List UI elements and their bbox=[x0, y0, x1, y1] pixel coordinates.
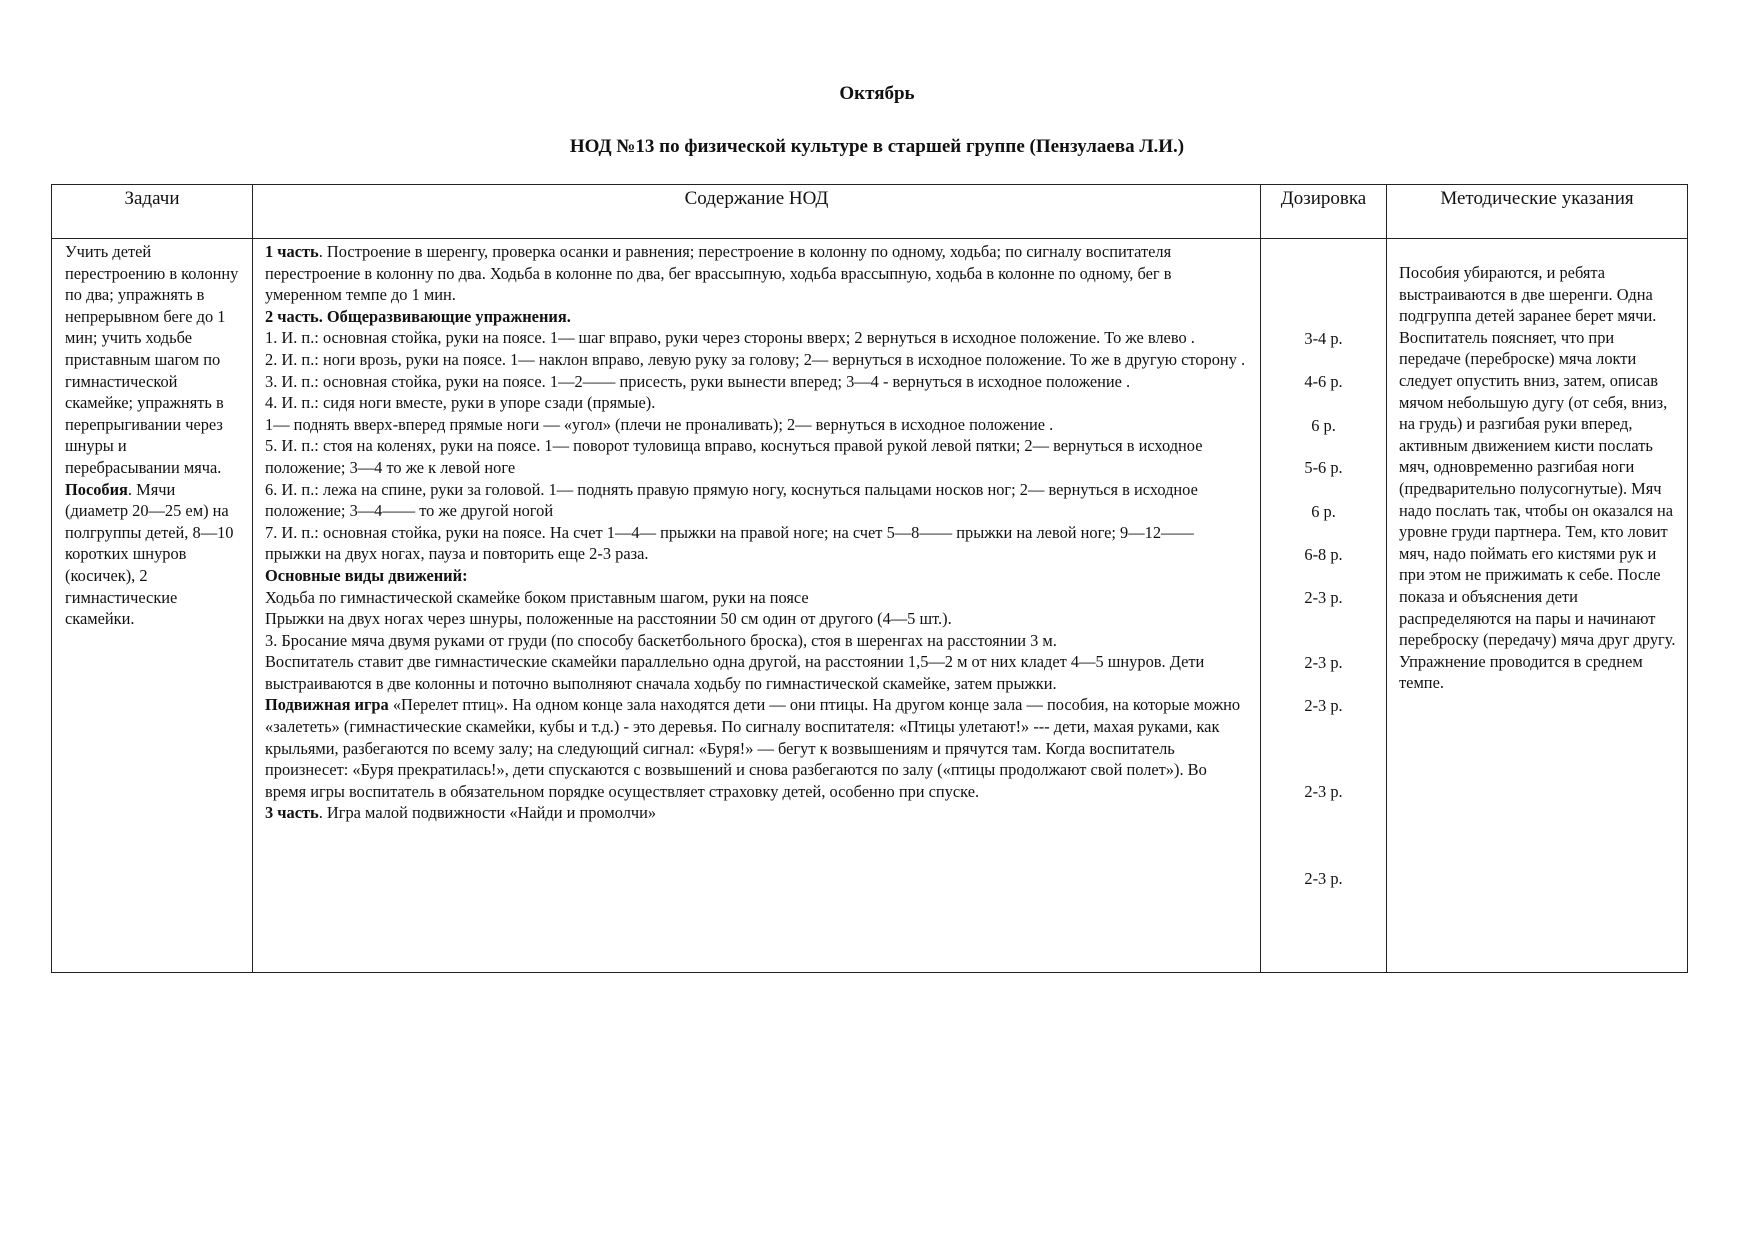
game-text: «Перелет птиц». На одном конце зала находятся дети — они птицы. На другом конце зала — пособия, на которые можно «залететь» (гимнастические скамейки, кубы и т.д.) - это деревья. По сигналу воспитателя: «Птицы улетают!» --- дети, махая руками, как крыльями, разбегаются по всему залу; на следующий сигнал: «Буря!» — бегут к возвышениям и прячутся там. Когда воспитатель произнесет: «Буря прекратилась!», дети спускаются с возвышений и снова разбегаются по залу («птицы продолжают свой полет»). Во время игры воспитатель в обязательном порядке осуществляет страховку детей, особенно при спуске. bbox=[265, 695, 1241, 801]
page-title: НОД №13 по физической культуре в старшей группе (Пензулаева Л.И.) bbox=[569, 136, 1185, 157]
method-cell bbox=[1387, 239, 1688, 973]
dosage-value: 6 р. bbox=[1311, 416, 1336, 435]
dosage-value: 6 р. bbox=[1311, 502, 1336, 521]
month-heading: Октябрь bbox=[839, 83, 915, 104]
exercise-6: 6. И. п.: лежа на спине, руки за головой. 1— поднять правую прямую ногу, коснуться пальцами носков ног; 2— вернуться в исходное положение; 3—4—— то же другой ногой bbox=[265, 479, 1198, 521]
dosage-value: 3-4 р. bbox=[1304, 329, 1343, 348]
content-cell bbox=[253, 239, 1261, 973]
part1-text: . Построение в шеренгу, проверка осанки и равнения; перестроение в колонну по одному, ходьба; по сигналу воспитателя перестроение в колонну по два. Ходьба в колонне по два, бег врассыпную, ходьба врассыпную, ходьба в колонне по одному, бег в умеренном темпе до 1 мин. bbox=[265, 242, 1172, 305]
dosage-value: 4-6 р. bbox=[1304, 372, 1343, 391]
tasks-cell bbox=[52, 239, 253, 973]
part3-label: 3 часть bbox=[265, 803, 319, 823]
part1 bbox=[265, 241, 1250, 306]
header-method: Методические указания bbox=[1387, 185, 1688, 239]
dosage-value: 2-3 р. bbox=[1304, 653, 1343, 672]
part2-label bbox=[265, 306, 1250, 328]
exercise-4-action: 1— поднять вверх-вперед прямые ноги — «угол» (плечи не проналивать); 2— вернуться в исходное положение . bbox=[265, 414, 1054, 434]
exercise-2: 2. И. п.: ноги врозь, руки на поясе. 1— наклон вправо, левую руку за голову; 2— вернуться в исходное положение. То же в другую сторону . bbox=[265, 349, 1246, 369]
method-text: Пособия убираются, и ребята выстраиваются в две шеренги. Одна подгруппа детей заранее берет мячи. Воспитатель поясняет, что при передаче (переброске) мяча локти следует опустить вниз, затем, описав мячом небольшую дугу (от себя, вниз, на грудь) и разгибая руки вперед, активным движением кисти послать мяч, одновременно разгибая ноги (предварительно полусогнутые). Мяч надо послать так, чтобы он оказался на уровне груди партнера. Тем, кто ловит мяч, надо поймать его кистями рук и при этом не прижимать к себе. После показа и объяснения дети распределяются на пары и начинают переброску (передачу) мяча друг другу. Упражнение проводится в среднем темпе. bbox=[1399, 263, 1676, 693]
lesson-plan-table bbox=[51, 184, 1688, 973]
part1-label: 1 часть bbox=[265, 242, 319, 261]
dosage-value: 6-8 р. bbox=[1304, 545, 1343, 564]
part2-label-text: 2 часть. Общеразвивающие упражнения. bbox=[265, 306, 571, 326]
body-row bbox=[52, 239, 1688, 973]
dosage-value: 2-3 р. bbox=[1304, 869, 1343, 888]
movement-3: 3. Бросание мяча двумя руками от груди (по способу баскетбольного броска), стоя в шеренгах на расстоянии 3 м. bbox=[265, 630, 1057, 650]
main-movements-label bbox=[265, 565, 1250, 587]
game-label: Подвижная игра bbox=[265, 695, 389, 715]
dosage-value: 5-6 р. bbox=[1304, 458, 1343, 477]
tasks-text: Учить детей перестроению в колонну по два; упражнять в непрерывном беге до 1 мин; учить ходьбе приставным шагом по гимнастической скамейке; упражнять в перепрыгивании через шнуры и перебрасывании мяча. bbox=[65, 242, 239, 477]
dosage-value: 2-3 р. bbox=[1304, 696, 1343, 715]
exercise-7: 7. И. п.: основная стойка, руки на поясе. На счет 1—4— прыжки на правой ноге; на счет 5—8—— прыжки на левой ноге; 9—12—— прыжки на двух ногах, пауза и повторить еще 2-3 раза. bbox=[265, 522, 1194, 564]
exercise-1: 1. И. п.: основная стойка, руки на поясе. 1— шаг вправо, руки через стороны вверх; 2 вернуться в исходное положение. То же влево . bbox=[265, 328, 1195, 348]
exercise-4-position: 4. И. п.: сидя ноги вместе, руки в упоре сзади (прямые). bbox=[265, 393, 656, 413]
exercise-3: 3. И. п.: основная стойка, руки на поясе. 1—2—— присесть, руки вынести вперед; 3—4 - вернуться в исходное положение . bbox=[265, 371, 1131, 391]
aids-text: . Мячи (диаметр 20—25 ем) на полгруппы детей, 8—10 коротких шнуров (косичек), 2 гимнастические скамейки. bbox=[65, 479, 234, 629]
aids-label: Пособия bbox=[65, 479, 128, 499]
header-dosage: Дозировка bbox=[1261, 185, 1387, 239]
movement-2: Прыжки на двух ногах через шнуры, положенные на расстоянии 50 см один от другого (4—5 шт.). bbox=[265, 609, 952, 629]
part3 bbox=[265, 802, 1250, 824]
dosage-cell bbox=[1261, 239, 1387, 973]
part3-text: . Игра малой подвижности «Найди и промолчи» bbox=[318, 803, 657, 823]
dosage-value: 2-3 р. bbox=[1304, 782, 1343, 801]
outdoor-game bbox=[265, 694, 1250, 802]
movement-setup: Воспитатель ставит две гимнастические скамейки параллельно одна другой, на расстоянии 1,5—2 м от них кладет 4—5 шнуров. Дети выстраиваются в две колонны и поточно выполняют сначала ходьбу по гимнастической скамейке, затем прыжки. bbox=[265, 652, 1205, 693]
exercise-5: 5. И. п.: стоя на коленях, руки на поясе. 1— поворот туловища вправо, коснуться правой рукой левой пятки; 2— вернуться в исходное положение; 3—4 то же к левой ноге bbox=[265, 436, 1203, 477]
main-movements-label-text: Основные виды движений: bbox=[265, 565, 468, 585]
header-row bbox=[52, 185, 1688, 239]
dosage-value: 2-3 р. bbox=[1304, 588, 1343, 607]
movement-1: Ходьба по гимнастической скамейке боком приставным шагом, руки на поясе bbox=[265, 587, 809, 607]
header-tasks: Задачи bbox=[52, 185, 253, 239]
header-content: Содержание НОД bbox=[253, 185, 1261, 239]
